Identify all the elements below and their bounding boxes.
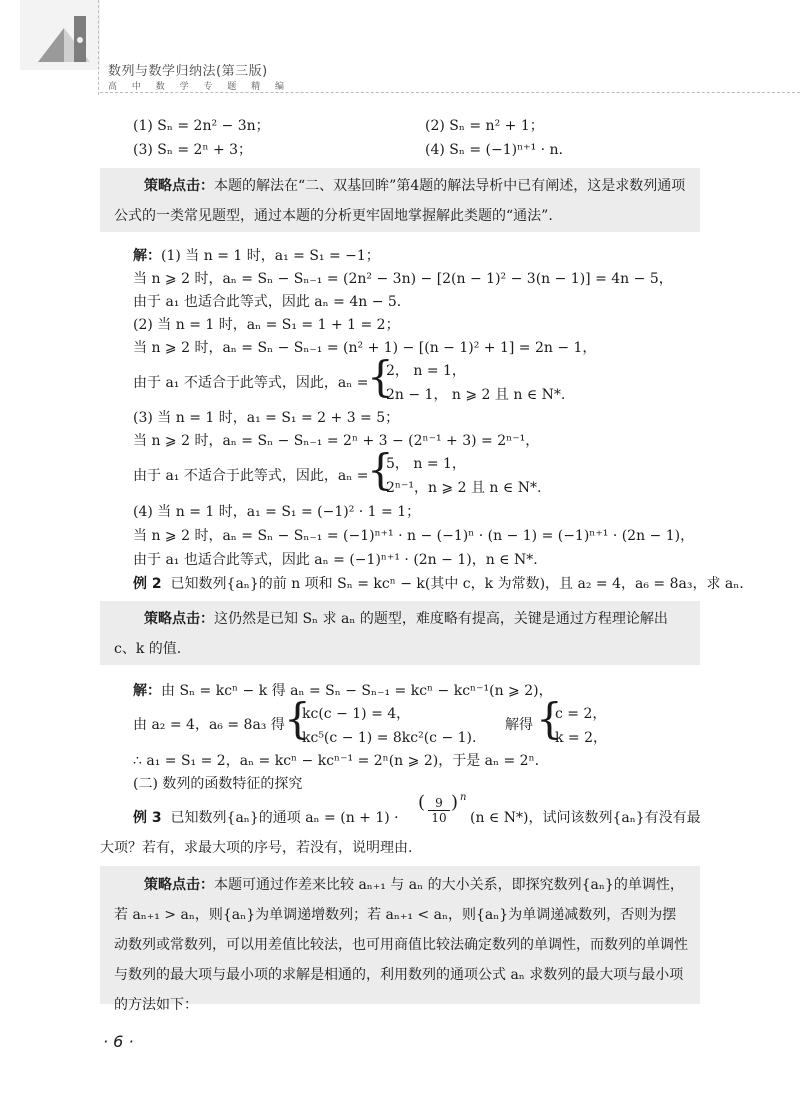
solution-1-line-10: (4) 当 n = 1 时，a₁ = S₁ = (−1)² · 1 = 1；: [133, 504, 421, 520]
solution-1-line-2: 当 n ⩾ 2 时，aₙ = Sₙ − Sₙ₋₁ = (2n² − 3n) − [2(n − 1)² − 3(n − 1)] = 4n − 5，: [133, 271, 673, 287]
book-logo-icon: [20, 0, 100, 70]
header-vertical-rule: [98, 0, 99, 95]
solution-2-line-2: 由 a₂ = 4，a₆ = 8a₃ 得: [133, 717, 285, 733]
solution-text: (1) 当 n = 1 时，a₁ = S₁ = −1；: [161, 248, 380, 264]
example-text: 已知数列{aₙ}的前 n 项和 Sₙ = kcⁿ − k(其中 c，k 为常数)，且 a₂ = 4，a₆ = 8a₃，求 aₙ.: [170, 576, 744, 592]
book-title: 数列与数学归纳法(第三版): [108, 64, 268, 79]
solution-1-line-12: 由于 a₁ 也适合此等式，因此 aₙ = (−1)ⁿ⁺¹ · (2n − 1)，n ∈ N*.: [133, 552, 538, 568]
solution-2-line-1: [133, 682, 553, 700]
problem-4: (4) Sₙ = (−1)ⁿ⁺¹ · n.: [425, 142, 563, 158]
solution-brace: {: [536, 694, 563, 743]
system-equation-2: kc⁵(c − 1) = 8kc²(c − 1).: [302, 730, 477, 746]
book-subtitle: 高 中 数 学 专 题 精 编: [108, 82, 291, 92]
piecewise-brace: {: [367, 445, 394, 494]
piecewise-case-2: 2n − 1， n ⩾ 2 且 n ∈ N*.: [386, 387, 566, 403]
strategy-tip-label: 策略点击：: [144, 877, 214, 893]
strategy-tip-1: [114, 171, 688, 231]
strategy-tip-text: 本题的解法在“二、双基回眸”第4题的解法导析中已有阐述，这是求数列通项公式的一类常见题型，通过本题的分析更牢固地掌握解此类题的“通法”.: [114, 178, 686, 224]
fraction-numerator: 9: [435, 796, 443, 810]
solution-1-line-7: (3) 当 n = 1 时，a₁ = S₁ = 2 + 3 = 5；: [133, 410, 400, 426]
strategy-tip-2: [114, 604, 688, 664]
problem-1: (1) Sₙ = 2n² − 3n；: [133, 118, 270, 134]
page-number: · 6 ·: [103, 1032, 134, 1051]
piecewise-case-2: 2ⁿ⁻¹，n ⩾ 2 且 n ∈ N*.: [386, 480, 542, 496]
strategy-tip-3: [114, 870, 688, 1020]
solution-1-line-5: 当 n ⩾ 2 时，aₙ = Sₙ − Sₙ₋₁ = (n² + 1) − [(n − 1)² + 1] = 2n − 1，: [133, 340, 597, 356]
problem-3: (3) Sₙ = 2ⁿ + 3；: [133, 142, 253, 158]
header-divider: [100, 92, 800, 93]
solution-1-line-6: 由于 a₁ 不适合于此等式，因此，aₙ =: [133, 375, 369, 391]
example-2: [133, 575, 744, 593]
strategy-tip-label: 策略点击：: [144, 178, 214, 194]
solution-1-line-11: 当 n ⩾ 2 时，aₙ = Sₙ − Sₙ₋₁ = (−1)ⁿ⁺¹ · n − (−1)ⁿ · (n − 1) = (−1)ⁿ⁺¹ · (2n − 1)，: [133, 528, 695, 544]
example-label: 例 2: [133, 576, 162, 592]
problem-2: (2) Sₙ = n² + 1；: [425, 118, 544, 134]
example-label: 例 3: [133, 810, 162, 826]
solution-1-line-4: (2) 当 n = 1 时，aₙ = S₁ = 1 + 1 = 2；: [133, 317, 400, 333]
strategy-tip-box-3: [100, 866, 700, 1013]
solution-1-line-9: 由于 a₁ 不适合于此等式，因此，aₙ =: [133, 468, 369, 484]
strategy-tip-text: 这仍然是已知 Sₙ 求 aₙ 的题型，难度略有提高，关键是通过方程理论解出 c、k 的值.: [114, 611, 668, 657]
solution-1-line-1: [133, 247, 380, 265]
solution-1-line-8: 当 n ⩾ 2 时，aₙ = Sₙ − Sₙ₋₁ = 2ⁿ + 3 − (2ⁿ⁻¹ + 3) = 2ⁿ⁻¹，: [133, 433, 540, 449]
left-paren: (: [418, 792, 426, 813]
fraction: [428, 796, 450, 825]
example-3-line-1: [133, 809, 399, 827]
solution-label: 解：: [133, 683, 161, 699]
system-equation-1: kc(c − 1) = 4，: [302, 706, 411, 722]
strategy-tip-box-2: [100, 601, 700, 665]
solution-value-2: k = 2，: [555, 730, 608, 746]
solution-value-1: c = 2，: [555, 706, 607, 722]
solve-label: 解得: [505, 717, 533, 733]
system-brace: {: [284, 694, 311, 743]
solution-text: 由 Sₙ = kcⁿ − k 得 aₙ = Sₙ − Sₙ₋₁ = kcⁿ − kcⁿ⁻¹(n ⩾ 2)，: [161, 683, 553, 699]
exponent: n: [460, 792, 467, 803]
section-heading: (二) 数列的函数特征的探究: [133, 776, 303, 792]
strategy-tip-label: 策略点击：: [144, 611, 214, 627]
solution-1-line-3: 由于 a₁ 也适合此等式，因此 aₙ = 4n − 5.: [133, 294, 402, 310]
piecewise-case-1: 5， n = 1，: [386, 456, 466, 472]
example-text: 已知数列{aₙ}的通项 aₙ = (n + 1) ·: [170, 810, 399, 826]
fraction-denominator: 10: [428, 810, 450, 825]
strategy-tip-box-1: [100, 168, 700, 232]
piecewise-case-1: 2， n = 1，: [386, 363, 466, 379]
solution-2-line-3: ∴ a₁ = S₁ = 2，aₙ = kcⁿ − kcⁿ⁻¹ = 2ⁿ(n ⩾ 2)，于是 aₙ = 2ⁿ.: [133, 753, 540, 769]
solution-label: 解：: [133, 248, 161, 264]
piecewise-brace: {: [367, 352, 394, 401]
strategy-tip-text: 本题可通过作差来比较 aₙ₊₁ 与 aₙ 的大小关系，即探究数列{aₙ}的单调性，若 aₙ₊₁ > aₙ，则{aₙ}为单调递增数列；若 aₙ₊₁ < aₙ，则{aₙ}为单调递减数列，否则为摆动数列或常数列，可以用差值比较法，也可用商值比较法确定数列的单调性，而数列的单调性与数列的最大项与最小项的求解是相通的，利用数列的通项公式 aₙ 求数列的最大项与最小项的方法如下：: [114, 877, 688, 1013]
example-3-line-2: 大项？若有，求最大项的序号，若没有，说明理由.: [100, 840, 413, 856]
example-3-line-1b: (n ∈ N*)，试问该数列{aₙ}有没有最: [470, 810, 701, 826]
right-paren: ): [451, 792, 459, 813]
